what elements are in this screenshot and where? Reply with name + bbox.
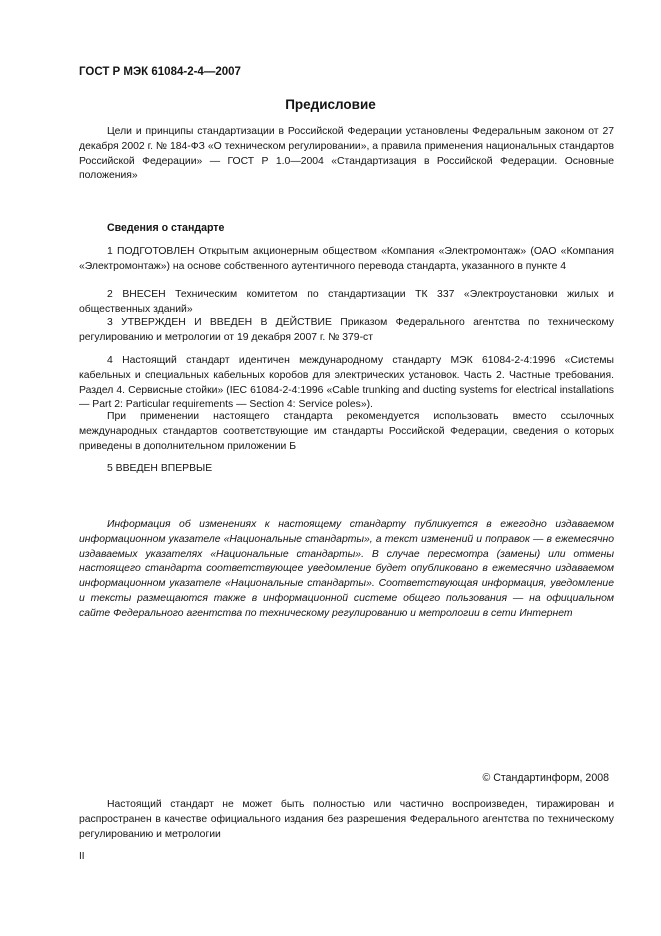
changes-notice: Информация об изменениях к настоящему стандарту публикуется в ежегодно издаваемом информационном указателе «Национальные стандарты», а текст изменений и поправок — в ежемесячно издаваемых указателях «Национальные стандарты». В случае пересмотра (замены) или отмены настоящего стандарта соответствующее уведомление будет опубликовано в ежемесячно издаваемом информационном указателе «Национальные стандарты». Соответствующая информация, уведомление и тексты размещаются также в информационной системе общего пользования — на официальном сайте Федерального агентства по техническому регулированию и метрологии в сети Интернет bbox=[79, 519, 614, 619]
page-title: Предисловие bbox=[285, 97, 376, 112]
item-identical: 4 Настоящий стандарт идентичен международному стандарту МЭК 61084-2-4:1996 «Системы кабельных и специальных кабельных коробов для электрических установок. Часть 2. Частные требования. Раздел 4. Сервисные стойки» (IEC 61084-2-4:1996 «Cable trunking and ducting systems for electrical installations — Part 2: Particular requirements — Section 4: Service poles»). bbox=[79, 355, 614, 411]
intro-paragraph: Цели и принципы стандартизации в Российской Федерации установлены Федеральным законом от 27 декабря 2002 г. № 184-ФЗ «О техническом регулировании», а правила применения национальных стандартов Российской Федерации» — ГОСТ Р 1.0—2004 «Стандартизация в Российской Федерации. Основные положения» bbox=[79, 126, 614, 182]
standard-info-heading: Сведения о стандарте bbox=[107, 222, 225, 234]
item-introduced: 2 ВНЕСЕН Техническим комитетом по стандартизации ТК 337 «Электроустановки жилых и общественных зданий» bbox=[79, 289, 614, 315]
copyright: © Стандартинформ, 2008 bbox=[482, 772, 609, 784]
page-number: II bbox=[79, 851, 85, 862]
item-references-note: При применении настоящего стандарта рекомендуется использовать вместо ссылочных международных стандартов соответствующие им стандарты Российской Федерации, сведения о которых приведены в дополнительном приложении Б bbox=[79, 411, 614, 452]
reproduction-notice: Настоящий стандарт не может быть полностью или частично воспроизведен, тиражирован и распространен в качестве официального издания без разрешения Федерального агентства по техническому регулированию и метрологии bbox=[79, 799, 614, 840]
item-first-introduced: 5 ВВЕДЕН ВПЕРВЫЕ bbox=[107, 463, 213, 474]
item-approved: 3 УТВЕРЖДЕН И ВВЕДЕН В ДЕЙСТВИЕ Приказом Федерального агентства по техническому регулированию и метрологии от 19 декабря 2007 г. № 379-ст bbox=[79, 317, 614, 343]
document-number: ГОСТ Р МЭК 61084-2-4—2007 bbox=[79, 66, 241, 78]
item-prepared: 1 ПОДГОТОВЛЕН Открытым акционерным обществом «Компания «Электромонтаж» (ОАО «Компания «Электромонтаж») на основе собственного аутентичного перевода стандарта, указанного в пункте 4 bbox=[79, 246, 614, 272]
